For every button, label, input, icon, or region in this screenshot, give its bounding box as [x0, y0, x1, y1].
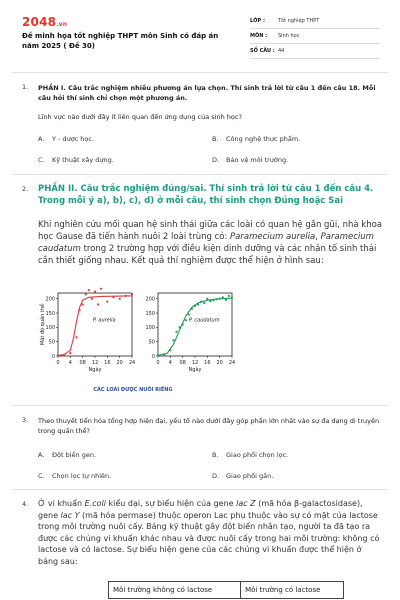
data-point [100, 288, 102, 290]
option-b[interactable] [212, 451, 288, 459]
data-point [225, 299, 227, 301]
question-divider [12, 174, 388, 175]
meta-key: SỐ CÂU : [250, 48, 275, 54]
x-tick-label: 08 [79, 360, 86, 366]
page-header [0, 0, 400, 70]
option-d[interactable] [212, 472, 273, 480]
x-tick-label: 12 [191, 360, 199, 366]
text-run: Ở vi khuẩn [38, 499, 85, 508]
data-point [188, 313, 190, 315]
question-divider [12, 489, 388, 490]
y-tick-label: 100 [45, 325, 55, 332]
y-tick-label: 50 [48, 339, 55, 346]
question-divider [12, 405, 388, 406]
y-tick-label: 50 [148, 339, 155, 346]
gene-name: lac Y [60, 510, 80, 520]
x-tick-label: 24 [228, 360, 236, 366]
option-letter: B. [212, 451, 219, 459]
data-point [175, 331, 177, 333]
x-tick-label: 16 [204, 360, 211, 366]
question-number: 2. [22, 185, 29, 193]
meta-row-count [250, 44, 380, 59]
data-point [131, 293, 133, 295]
x-tick-label: 0 [156, 360, 160, 366]
exam-title: Đề minh họa tốt nghiệp THPT môn Sinh có đáp án năm 2025 ( Đề 30) [22, 32, 219, 50]
option-letter: D. [212, 156, 220, 164]
gene-name: lac Z [236, 499, 256, 508]
option-letter: A. [38, 135, 45, 143]
option-text: Đột biến gen. [52, 451, 97, 459]
x-tick-label: 0 [56, 360, 60, 366]
x-axis-label: Ngày [188, 367, 202, 373]
table-header-cell: Môi trường có lactose [241, 582, 344, 599]
option-a[interactable] [38, 451, 96, 459]
question-1 [22, 83, 382, 173]
meta-row-subject [250, 29, 380, 44]
option-text: Chọn lọc tự nhiên. [52, 472, 112, 480]
question-text: Lĩnh vực nào dưới đây ít liên quan đến ứng dụng của sinh học? [38, 113, 242, 121]
data-point [69, 352, 71, 354]
y-tick-label: 200 [145, 296, 155, 303]
x-tick-label: 08 [179, 360, 186, 366]
data-point [106, 301, 108, 303]
option-letter: B. [212, 135, 219, 143]
data-point [222, 296, 224, 298]
x-tick-label: 20 [216, 360, 223, 366]
data-point [200, 301, 202, 303]
data-point [194, 305, 196, 307]
exam-meta [250, 14, 380, 59]
meta-key: MÔN : [250, 33, 268, 39]
y-tick-label: 150 [145, 310, 155, 317]
text-run: (mã hóa β-galactosidase), gene [38, 499, 363, 520]
y-tick-label: 100 [145, 325, 155, 332]
data-point [82, 303, 84, 305]
population-chart [38, 285, 258, 395]
question-3 [22, 416, 382, 486]
species-annotation: P. caudatum [188, 317, 220, 324]
organism-name: E.coli [84, 499, 106, 508]
option-text: Giao phối gần. [226, 472, 274, 480]
data-point [203, 302, 205, 304]
option-b[interactable] [212, 135, 300, 143]
data-point [191, 308, 193, 310]
plot-frame [58, 293, 132, 356]
text-run: (mã hóa permase) thuộc operon Lac phụ thuộc vào sự có mặt của lactose trong môi trường nuôi cấy. Bảng kỹ thuật gây đột biến nhân tạo, người ta đã tạo ra được các chủng vi khuẩn khác nhau và được nuôi cấy trong hai môi trường: không có lactose và có lactose. Sự biểu hiện gene của các chủng vi khuẩn được thể hiện ở bảng sau: [38, 510, 380, 566]
data-point [94, 291, 96, 293]
data-point [228, 295, 230, 297]
species-name: Paramecium caudatum [38, 232, 374, 254]
text-run: trong 2 trường hợp với điều kiện dinh dưỡng và các nhân tố sinh thái cần thiết giống nhau. Kết quả thí nghiệm được thể hiện ở hình sau: [38, 244, 377, 266]
data-point [157, 354, 159, 356]
data-point [179, 326, 181, 328]
data-point [231, 296, 233, 298]
data-point [216, 298, 218, 300]
meta-value: 44 [278, 48, 285, 54]
header-divider [12, 72, 388, 73]
data-point [112, 296, 114, 298]
data-point [57, 354, 59, 356]
section-heading: PHẦN I. Câu trắc nghiệm nhiều phương án lựa chọn. Thí sinh trả lời từ câu 1 đến câu 18. Mỗi câu hỏi thí sinh chỉ chọn một phương án. [38, 84, 376, 102]
y-tick-label: 0 [51, 353, 55, 360]
data-point [212, 299, 214, 301]
option-text: Y - dược học. [52, 135, 95, 143]
x-tick-label: 12 [91, 360, 99, 366]
data-point [169, 349, 171, 351]
option-letter: D. [212, 472, 220, 480]
logo-suffix: .vn [56, 21, 68, 28]
expression-table [108, 581, 344, 599]
species-name: Paramecium aurelia [230, 232, 316, 242]
question-number: 3. [22, 416, 29, 424]
option-text: Công nghệ thực phẩm. [226, 135, 301, 143]
table-header-row [108, 582, 344, 599]
plot-frame [158, 293, 232, 356]
data-point [185, 319, 187, 321]
y-axis-label: Mật độ quần thể [40, 303, 46, 346]
option-a[interactable] [38, 135, 94, 143]
x-tick-label: 4 [168, 360, 172, 366]
option-letter: C. [38, 156, 45, 164]
x-axis-label: Ngày [88, 367, 102, 373]
question-4 [22, 498, 382, 578]
y-tick-label: 150 [45, 310, 55, 317]
table-header-cell: Môi trường không có lactose [109, 582, 241, 599]
meta-key: LỚP : [250, 18, 265, 24]
x-tick-label: 24 [128, 360, 136, 366]
question-text: Theo thuyết tiến hóa tổng hợp hiện đại, yếu tố nào dưới đây góp phần lớn nhất vào sự đa dạng di truyền trong quần thể? [38, 417, 380, 435]
option-d[interactable] [212, 156, 288, 164]
data-point [97, 303, 99, 305]
site-logo[interactable] [22, 15, 67, 29]
y-tick-label: 200 [45, 296, 55, 303]
meta-row-class [250, 14, 380, 29]
question-text [38, 498, 382, 567]
logo-text: 2048 [22, 15, 57, 29]
option-text: Kỹ thuật xây dựng. [52, 156, 114, 164]
chart-caption: CÁC LOÀI ĐƯỢC NUÔI RIÊNG [93, 387, 173, 393]
x-tick-label: 20 [116, 360, 123, 366]
option-c[interactable] [38, 472, 111, 480]
question-text [38, 219, 382, 267]
data-point [75, 336, 77, 338]
data-point [197, 303, 199, 305]
data-point [119, 298, 121, 300]
data-point [79, 309, 81, 311]
data-point [125, 295, 127, 297]
y-tick-label: 0 [151, 353, 155, 360]
data-point [63, 354, 65, 356]
option-text: Bảo vệ môi trường. [226, 156, 289, 164]
data-point [85, 293, 87, 295]
option-letter: C. [38, 472, 45, 480]
data-point [91, 298, 93, 300]
text-run: , [315, 232, 321, 242]
data-point [209, 300, 211, 302]
meta-value: Tốt nghiệp THPT [278, 18, 320, 24]
chart-svg [38, 285, 258, 395]
growth-curve [58, 296, 132, 356]
option-text: Giao phối chọn lọc. [226, 451, 289, 459]
text-run: kiểu dại, sự biểu hiện của gene [105, 499, 237, 508]
x-tick-label: 4 [68, 360, 72, 366]
option-c[interactable] [38, 156, 114, 164]
text-run: Khi nghiên cứu mối quan hệ sinh thái giữa các loài có quan hệ gần gũi, nhà khoa học Gause đã tiến hành nuôi 2 loài trùng cỏ: [38, 220, 382, 242]
meta-value: Sinh học [278, 33, 300, 39]
data-point [172, 339, 174, 341]
section-heading: PHẦN II. Câu trắc nghiệm đúng/sai. Thí sinh trả lời từ câu 1 đến câu 4. Trong mỗi ý a), b), c), d) ở mỗi câu, thí sinh chọn Đúng hoặc Sai [38, 184, 374, 206]
data-point [206, 298, 208, 300]
data-point [219, 298, 221, 300]
data-point [88, 289, 90, 291]
question-number: 1. [22, 83, 29, 91]
x-tick-label: 16 [104, 360, 111, 366]
data-point [182, 323, 184, 325]
option-letter: A. [38, 451, 45, 459]
data-point [163, 354, 165, 356]
species-annotation: P. aurelia [92, 317, 116, 324]
question-number: 4. [22, 500, 29, 508]
